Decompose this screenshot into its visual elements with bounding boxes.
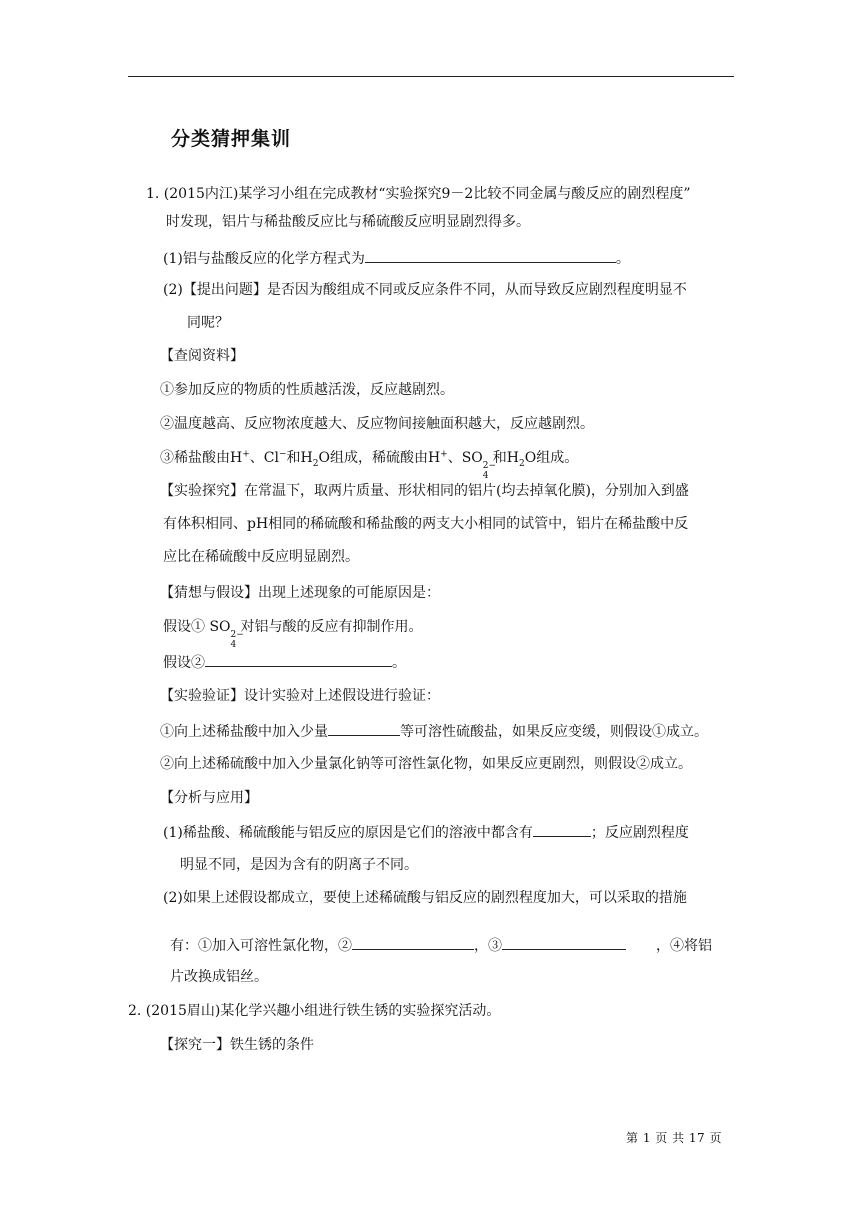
ref3-text-c: 和H	[286, 450, 313, 466]
ref3-text-f: 和H	[492, 450, 519, 466]
verification-heading: 【实验验证】设计实验对上述假设进行验证：	[160, 688, 440, 704]
ana2-text-c: ，④将铝	[656, 938, 712, 954]
ref3-sup-1: +	[242, 449, 250, 460]
ion-charge: 2−	[482, 461, 497, 471]
reference-item-1: ①参加反应的物质的性质越活泼，反应越剧烈。	[160, 382, 454, 398]
ref3-text-a: ③稀盐酸由H	[160, 450, 243, 466]
analysis-heading: 【分析与应用】	[160, 790, 258, 806]
q2-explore-heading: 【探究一】铁生锈的条件	[160, 1037, 314, 1053]
answer-blank-measure-2[interactable]	[352, 934, 474, 950]
analysis-2-line3: 片改换成铝丝。	[170, 969, 268, 985]
ver1-text-b: 等可溶性硫酸盐，如果反应变缓，则假设①成立。	[400, 724, 708, 740]
answer-blank-hypothesis[interactable]	[205, 651, 392, 667]
answer-blank-equation[interactable]	[365, 247, 616, 263]
analysis-2-line1: (2)如果上述假设都成立，要使上述稀硫酸与铝反应的剧烈程度加大，可以采取的措施	[163, 890, 687, 906]
ana1-text-b: ；反应剧烈程度	[590, 825, 689, 841]
q1-sub2-line2: 同呢？	[187, 315, 229, 331]
hyp1-text-b: 对铝与酸的反应有抑制作用。	[240, 619, 423, 635]
q1-sub1-text: (1)铝与盐酸反应的化学方程式为	[163, 251, 365, 267]
hyp2-end: 。	[392, 655, 406, 671]
q2-intro: 2. (2015眉山)某化学兴趣小组进行铁生锈的实验探究活动。	[128, 1003, 501, 1019]
hyp2-text: 假设②	[163, 655, 205, 671]
ion-subscript: 4	[482, 471, 489, 481]
analysis-1-line1	[163, 821, 689, 843]
ref3-text-b: 、Cl	[249, 450, 279, 466]
q1-intro-line2: 时发现，铝片与稀盐酸反应比与稀硫酸反应明显剧烈得多。	[166, 214, 530, 230]
ref3-text-g: O组成。	[524, 450, 579, 466]
ion-charge: 2−	[230, 630, 244, 640]
ref3-sup-2: −	[278, 449, 287, 460]
hypothesis-1	[163, 617, 423, 650]
header-rule	[128, 76, 734, 77]
ref3-text-e: 、SO	[447, 450, 483, 466]
answer-blank-sulfate[interactable]	[328, 720, 400, 736]
answer-blank-ion[interactable]	[533, 821, 591, 837]
ion-subscript: 4	[230, 640, 237, 650]
hypothesis-heading: 【猜想与假设】出现上述现象的可能原因是：	[160, 585, 440, 601]
analysis-2-line2	[170, 934, 712, 956]
experiment-line2: 有体积相同、pH相同的稀硫酸和稀盐酸的两支大小相同的试管中，铝片在稀盐酸中反	[163, 516, 689, 532]
ref3-sub-2: 2	[519, 458, 525, 469]
hypothesis-2	[163, 651, 406, 673]
answer-blank-measure-3[interactable]	[502, 934, 626, 950]
experiment-line3: 应比在稀硫酸中反应明显剧烈。	[163, 549, 359, 565]
page-footer: 第 1 页 共 17 页	[626, 1131, 722, 1145]
section-title: 分类猜押集训	[171, 128, 292, 150]
q1-intro-line1: 1. (2015内江)某学习小组在完成教材“实验探究9－2比较不同金属与酸反应的剧烈程度”	[146, 186, 691, 202]
reference-item-3	[160, 448, 579, 481]
ana2-text-b: ，③	[474, 938, 502, 954]
q1-sub1-end: 。	[615, 251, 630, 267]
ana2-text-a: 有：①加入可溶性氯化物，②	[170, 938, 352, 954]
analysis-1-line2: 明显不同，是因为含有的阴离子不同。	[180, 857, 418, 873]
ref3-text-d: O组成，稀硫酸由H	[318, 450, 441, 466]
verification-2: ②向上述稀硫酸中加入少量氯化钠等可溶性氯化物，如果反应更剧烈，则假设②成立。	[160, 756, 692, 772]
ana1-text-a: (1)稀盐酸、稀硫酸能与铝反应的原因是它们的溶液中都含有	[163, 825, 533, 841]
q1-sub2-line1: (2)【提出问题】是否因为酸组成不同或反应条件不同，从而导致反应剧烈程度明显不	[163, 282, 687, 298]
hyp1-text-a: 假设① SO	[163, 619, 231, 635]
verification-1	[160, 720, 708, 742]
ref3-sub-1: 2	[312, 458, 319, 469]
reference-item-2: ②温度越高、反应物浓度越大、反应物间接触面积越大，反应越剧烈。	[160, 416, 594, 432]
ver1-text-a: ①向上述稀盐酸中加入少量	[160, 724, 328, 740]
experiment-line1: 【实验探究】在常温下，取两片质量、形状相同的铝片(均去掉氧化膜)，分别加入到盛	[160, 483, 689, 499]
q1-sub1	[163, 247, 630, 269]
heading-references: 【查阅资料】	[160, 348, 244, 364]
ref3-sup-3: +	[440, 449, 448, 460]
